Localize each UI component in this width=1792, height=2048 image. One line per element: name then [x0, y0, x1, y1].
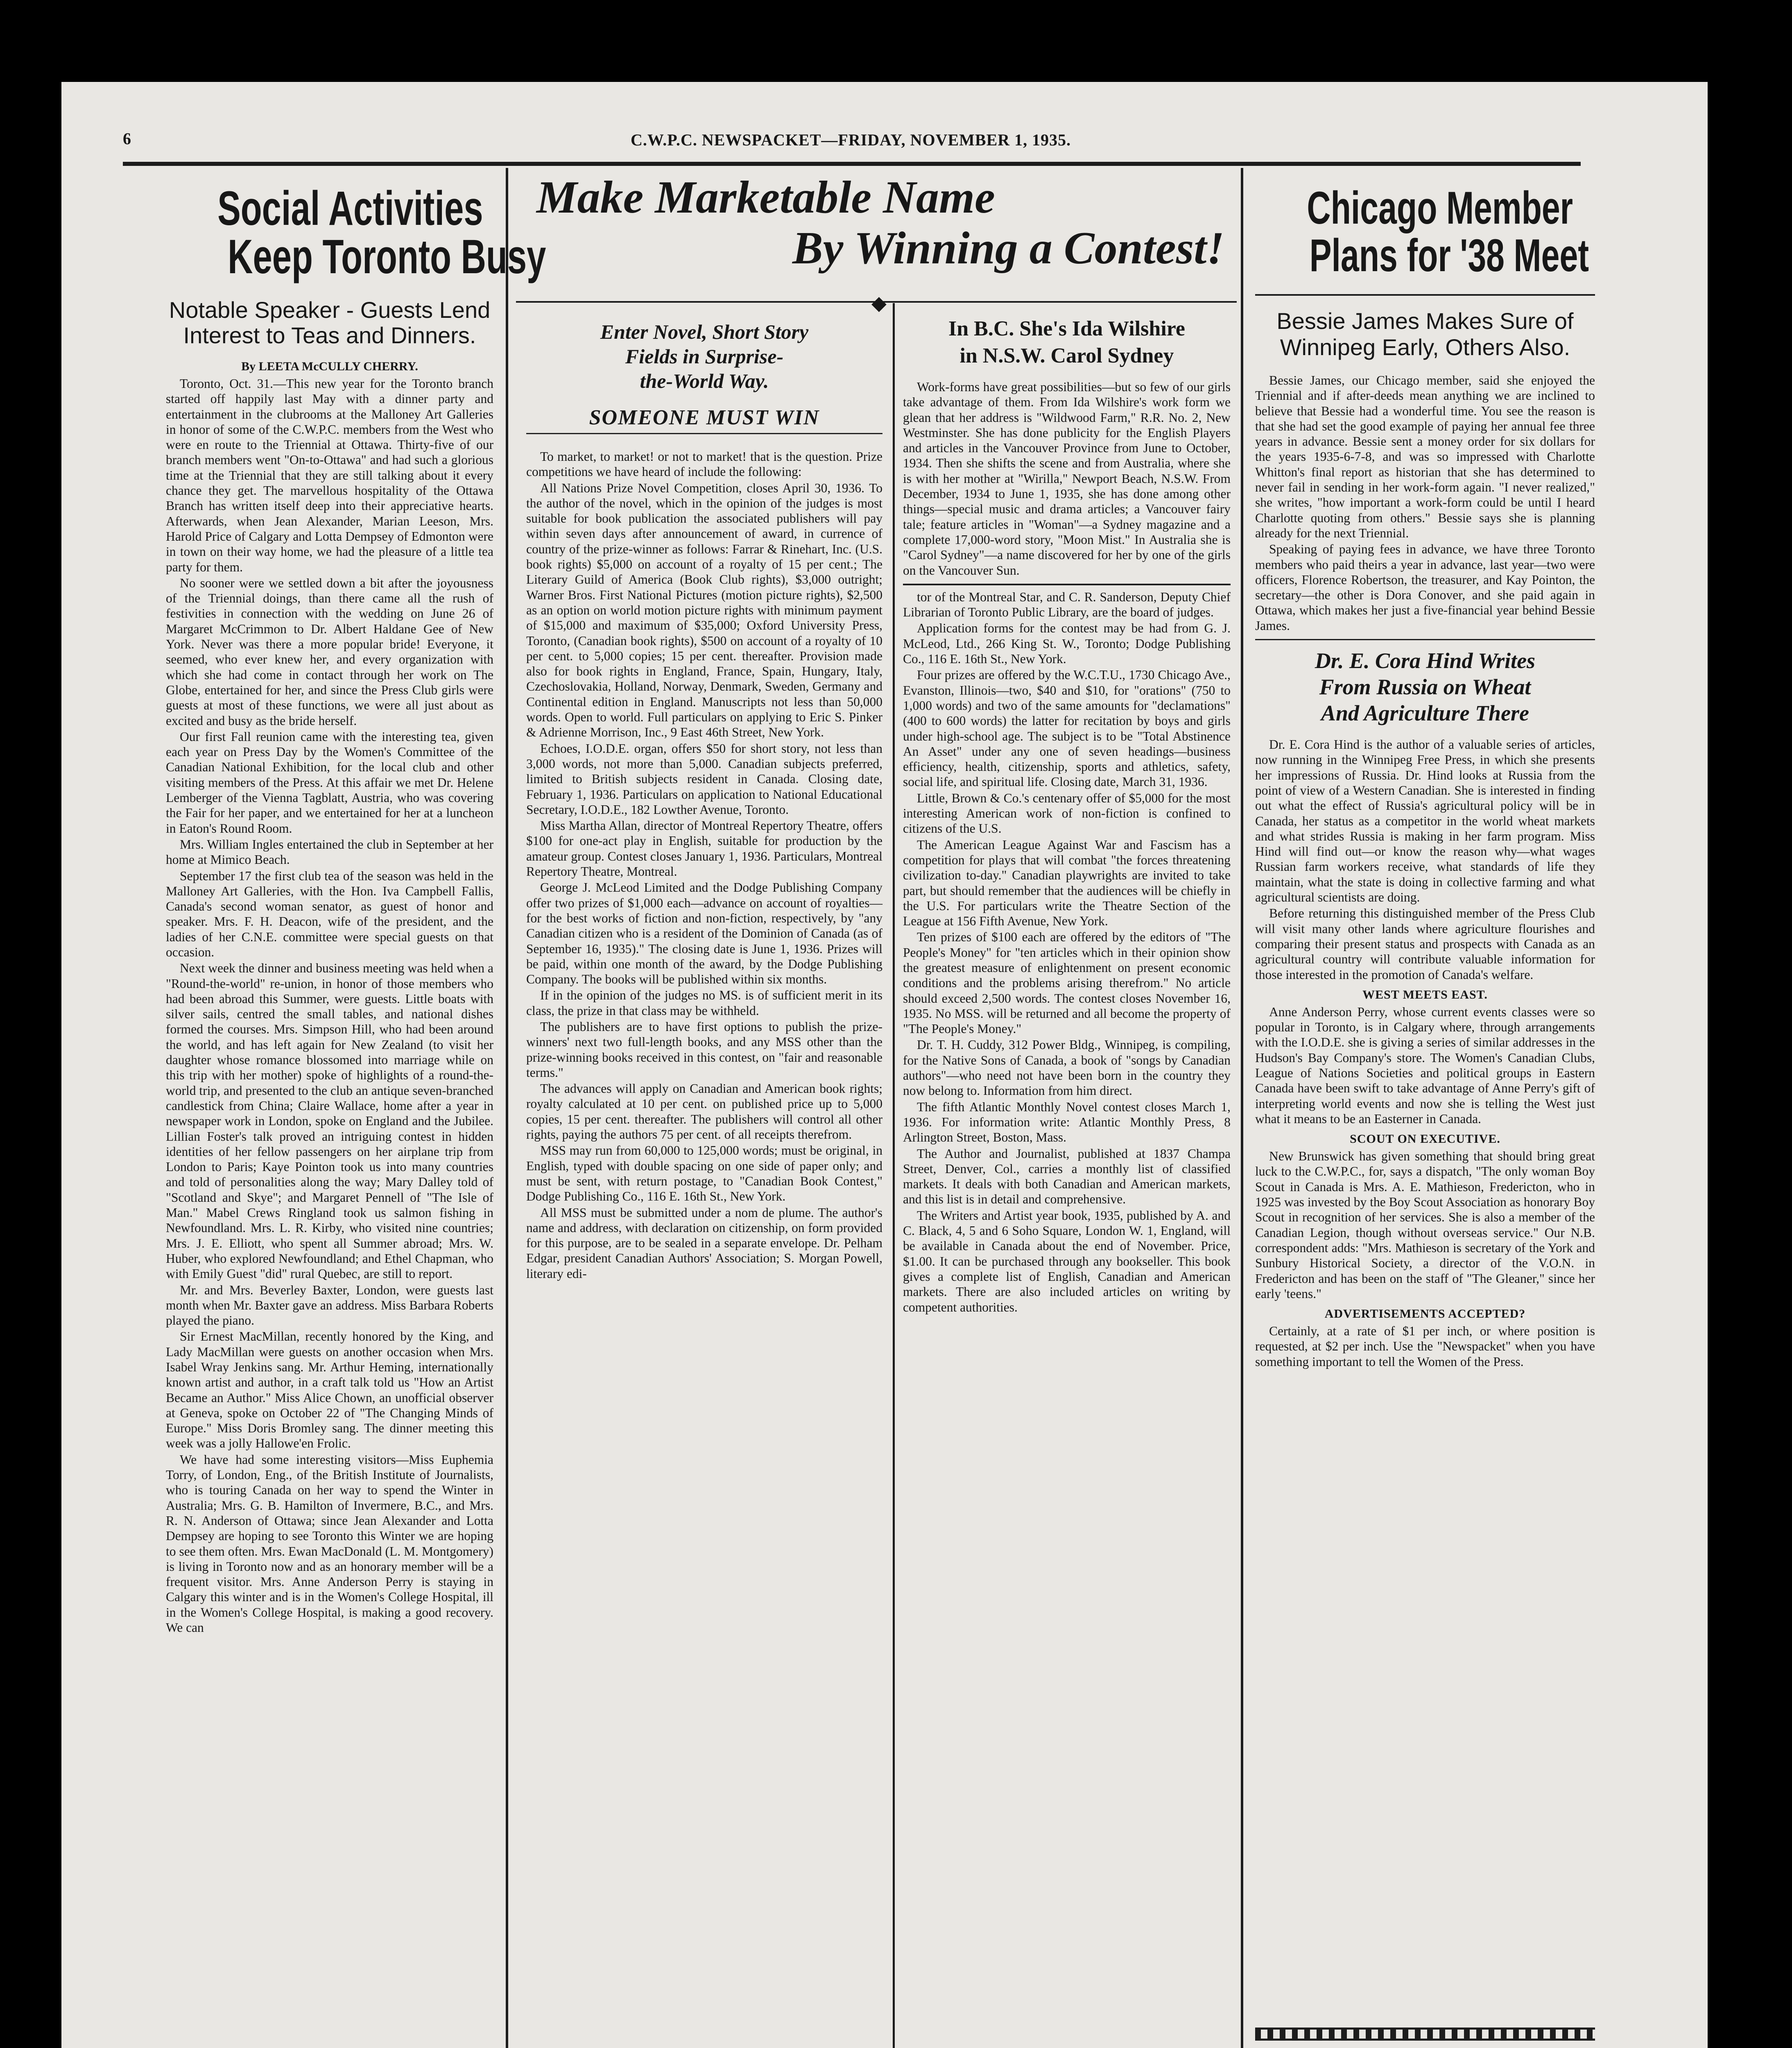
contest-continued-body: tor of the Montreal Star, and C. R. Sanderson, Deputy Chief Librarian of Toronto Public Library, are the board of judges. Application forms for the contest may be had from G. J. McLeod, Ltd., 266 King St. W., Toronto; Dodge Publishing Co., 116 E. 16th St., New York. Four prizes are offered by the W.C.T.U., 1730 Chicago Ave., Evanston, Illinois—two, $40 and $10, for "orations" (750 to 1,000 words) and two of the same amounts for "declamations" (400 to 600 words) the latter for recitation by boys and girls under high-school age. The subject is to be "Total Abstinence An Asset" under any one of seven headings—business efficiency, health, citizenship, sports and athletics, safety, social life, and spiritual life. Closing date, March 31, 1936. Little, Brown & Co.'s centenary offer of $5,000 for the most interesting American work of non-fiction is confined to citizens of the U.S. The American League Against War and Fascism has a competition for plays that will combat "the forces threatening civilization to-day." Canadian playwrights are invited to take part, but should remember that the audiences will be chiefly in the U.S. For particulars write the Theatre Section of the League at 156 Fifth Avenue, New York. Ten prizes of $100 each are offered by the editors of "The People's Money" for "ten articles which in their opinion show the greatest measure of enlightenment on present economic conditions and the problems arising therefrom." No article should exceed 2,500 words. The contest closes November 16, 1935. No MSS. will be returned and all become the property of "The People's Money." Dr. T. H. Cuddy, 312 Power Bldg., Winnipeg, is compiling, for the Native Sons of Canada, a book of "songs by Canadian authors"—who need not have been born in the country they now belong to. Information from him direct. The fifth Atlantic Monthly Novel contest closes March 1, 1936. For information write: Atlantic Monthly Press, 8 Arlington Street, Boston, Mass. The Author and Journalist, published at 1837 Champa Street, Denver, Col., carries a monthly list of classified markets. It deals with both Canadian and American markets, and this list is in detail and comprehensive. The Writers and Artist year book, 1935, published by A. and C. Black, 4, 5 and 6 Soho Square, London W. 1, England, will be available in Canada about the end of November. Price, $1.00. It can be purchased through any bookseller. This book gives a complete list of English, Canadian and American markets. There are also included articles on writing by competent authorities.: [903, 589, 1231, 1314]
diamond-ornament-icon: ◆: [871, 292, 887, 314]
article-divider: [1255, 639, 1595, 640]
column-rule-3: [1241, 168, 1243, 2048]
contest-kicker: SOMEONE MUST WIN: [526, 406, 882, 434]
contest-article: [526, 311, 882, 2048]
chicago-headline: Chicago Member Plans for '38 Meet: [1307, 182, 1589, 281]
top-rule: [123, 162, 1581, 166]
contest-headline-block: [516, 172, 1237, 303]
hind-body: Dr. E. Cora Hind is the author of a valuable series of articles, now running in the Winnipeg Free Press, in which she presents her impressions of Russia. Dr. Hind looks at Russia from the point of view of a Western Canadian. She is interested in finding out what the effect of Russia's agricultural policy will be in Canada, her status as a competitor in the world wheat markets and what strides Russia is making in her farm program. Miss Hind will find out—or know the reason why—what wages Russian farm workers receive, what standards of life they maintain, what the state is doing in collective farming and what agricultural scientists are doing. Before returning this distinguished member of the Press Club will visit many other lands where agriculture flourishes and comparing their present status and prospects with Canada as an agricultural country will contribute valuable information for those interested in the promotion of Canada's welfare.: [1255, 737, 1595, 982]
holly-border-top: [1255, 2028, 1595, 2041]
subheadline: Notable Speaker - Guests Lend Interest to Teas and Dinners.: [169, 297, 491, 348]
contest-headline: Make Marketable Name By Winning a Contest!: [536, 172, 1224, 274]
wilshire-headline: In B.C. She's Ida Wilshire in N.S.W. Carol Sydney: [948, 317, 1185, 367]
article-body: To market, to market! or not to market! that is the question. Prize competitions we have heard of include the following: All Nations Prize Novel Competition, closes April 30, 1936. To the author of the novel, which in the opinion of the judges is most suitable for book publication the associated publishers will pay within seven days after announcement of award, in currence of country of the prize-winner as follows: Farrar & Rinehart, Inc. (U.S. book rights) $5,000 on account of a royalty of 15 per cent.; The Literary Guild of America (Book Club rights), $3,000 outright; Warner Bros. First National Pictures (motion picture rights), $2,500 as an option on world motion picture rights with minimum payment of $15,000 and maximum of $35,000; Oxford University Press, Toronto, (Canadian book rights), $500 on account of a royalty of 10 per cent. to 5,000 copies; 15 per cent. thereafter. Provision made also for book rights in England, France, Spain, Hungary, Italy, Czechoslovakia, Holland, Norway, Denmark, Sweden, Germany and Continental edition in England. Manuscripts not less than 50,000 words. Open to world. Full particulars on applying to Eric S. Pinker & Adrienne Morrison, Inc., 9 East 46th Street, New York. Echoes, I.O.D.E. organ, offers $50 for short story, not less than 3,000 words, not more than 5,000. Canadian subjects preferred, limited to British subjects resident in Canada. Closing date, February 1, 1936. Particulars on application to National Educational Secretary, I.O.D.E., 182 Lowther Avenue, Toronto. Miss Martha Allan, director of Montreal Repertory Theatre, offers $100 for one-act play in English, suitable for production by the amateur group. Contest closes January 1, 1936. Particulars, Montreal Repertory Theatre, Montreal. George J. McLeod Limited and the Dodge Publishing Company offer two prizes of $1,000 each—advance on account of royalties—for the best works of fiction and non-fiction, respectively, by "any Canadian citizen who is a resident of the Dominion of Canada (as of September 16, 1935)." The closing date is June 1, 1936. Prizes will be paid, within one month of the award, by the Dodge Publishing Company. The books will be published within six months. If in the opinion of the judges no MS. is of sufficient merit in its class, the prize in that class may be withheld. The publishers are to have first options to publish the prize-winners' next two full-length books, and any MSS other than the prize-winning books received in this contest, on "fair and reasonable terms." The advances will apply on Canadian and American book rights; royalty calculated at 10 per cent. on published price up to 5,000 copies, 15 per cent. thereafter. The publishers will control all other rights, paying the authors 75 per cent. of all receipts therefrom. MSS may run from 60,000 to 125,000 words; must be original, in English, typed with double spacing on one side of paper only; and must be sent, with return postage, to "Canadian Book Contest," Dodge Publishing Co., 116 E. 16th St., New York. All MSS must be submitted under a nom de plume. The author's name and address, with declaration on citizenship, on form provided for this purpose, are to be sealed in a separate envelope. Dr. Pelham Edgar, president Canadian Authors' Association; S. Morgan Powell, literary edi-: [526, 449, 882, 1281]
chicago-member-article: Chicago Member Plans for '38 Meet Bessie James Makes Sure of Winnipeg Early, Others Also. Bessie James, our Chicago member, said she enjoyed the Triennial and if after-deeds mean anything we are inclined to believe that Bessie had a wonderful time. You see the reason is that she had set the good example of paying her annual fee three years in advance. Bessie sent a money order for six dollars for the years 1935-6-7-8, and was so impressed with Charlotte Whitton's final report as historian that she has determined to never fail in sending in her work-form again. "I never realized," she writes, "how important a work-form could be until I heard Charlotte quoting from others." Bessie says she is planning already for the next Triennial. Speaking of paying fees in advance, we have three Toronto members who paid theirs a year in advance, last year—two were officers, Florence Robertson, the treasurer, and Kay Pointon, the secretary—the other is Dora Conover, and she paid again in Ottawa, which makes her just a five-financial year behind Bessie James. Dr. E. Cora Hind Writes From Russia on Wheat And Agriculture There Dr. E. Cora Hind is the author of a valuable series of articles, now running in the Winnipeg Free Press, in which she presents her impressions of Russia. Dr. Hind looks at Russia from the point of view of a Western Canadian. She is interested in finding out what the effect of Russia's agricultural policy will be in Canada, her status as a competitor in the world wheat markets and what strides Russia is making in her farm program. Miss Hind will find out—or know the reason why—what wages Russian farm workers receive, what standards of life they maintain, what the state is doing in collective farming and what agricultural scientists are doing. Before returning this distinguished member of the Press Club will visit many other lands where agriculture flourishes and comparing their present status and prospects with Canada as an agricultural country will contribute valuable information for those interested in the promotion of Canada's welfare. WEST MEETS EAST. Anne Anderson Perry, whose current events classes were so popular in Toronto, is in Calgary where, through arrangements with the I.O.D.E. she is giving a series of similar addresses in the Hudson's Bay Company's store. The Women's Canadian Clubs, League of Nations Societies and political groups in Eastern Canada have been swift to take advantage of Anne Perry's gift of interpreting world events and now she is telling the West just what it means to be an Easterner in Canada. SCOUT ON EXECUTIVE. New Brunswick has given something that should bring great luck to the C.W.P.C., for, says a dispatch, "The only woman Boy Scout in Canada is Mrs. A. E. Mathieson, Fredericton, who in 1925 was invested by the Boy Scout Association as honorary Boy Scout in recognition of her services. She is also a member of the Canadian Legion, though without overseas service." Our N.B. correspondent adds: "Mrs. Mathieson is secretary of the York and Sunbury Historical Society, a director of the V.O.N. in Fredericton and has been on the staff of "The Gleaner," since her early 'teens." ADVERTISEMENTS ACCEPTED? Certainly, at a rate of $1 per inch, or where position is requested, at $2 per inch. Use the "Newspacket" when you have something important to tell the Women of the Press.: [1255, 182, 1595, 1369]
page-folio: C.W.P.C. NEWSPACKET—FRIDAY, NOVEMBER 1, 1935.: [631, 131, 1071, 149]
article-divider: [1255, 294, 1595, 296]
scout-heading: SCOUT ON EXECUTIVE.: [1350, 1132, 1500, 1146]
hind-headline: Dr. E. Cora Hind Writes From Russia on Wheat And Agriculture There: [1315, 648, 1536, 726]
headline: Social Activities Keep Toronto Busy: [217, 181, 546, 284]
ads-heading: ADVERTISEMENTS ACCEPTED?: [1324, 1307, 1526, 1321]
article-divider: [903, 584, 1231, 585]
article-body: Toronto, Oct. 31.—This new year for the Toronto branch started off happily last May with a dinner party and entertainment in the clubrooms at the Malloney Art Galleries in honor of some of the C.W.P.C. members from the West who were en route to the Triennial at Ottawa. Thirty-five of our branch members went "On-to-Ottawa" and had such a glorious time at the Triennial that they are still talking about it every chance they get. The marvellous hospitality of the Ottawa Branch has written itself deep into their appreciative hearts. Afterwards, when Jean Alexander, Marian Leeson, Mrs. Harold Price of Calgary and Lotta Dempsey of Edmonton were in town on their way home, we had the pleasure of a little tea party for them. No sooner were we settled down a bit after the joyousness of the Triennial doings, than there came all the rush of festivities in connection with the wedding on June 26 of Margaret McCrimmon to Dr. Albert Haldane Gee of New York. Never was there a more popular bride! Everyone, it seemed, who ever knew her, and every organization with which she had come in contact through her work on The Globe, entertained for her, and since the Press Club girls were guests at most of these functions, we were all just about as excited and busy as the bride herself. Our first Fall reunion came with the interesting tea, given each year on Press Day by the Women's Committee of the Canadian National Exhibition, for the local club and other visiting members of the Press. At this affair we met Dr. Helene Lemberger of the Vienna Tagblatt, Austria, who was covering the Fair for her paper, and we entertained for her at a luncheon in Eaton's Round Room. Mrs. William Ingles entertained the club in September at her home at Mimico Beach. September 17 the first club tea of the season was held in the Malloney Art Galleries, with the Hon. Iva Campbell Fallis, Canada's second woman senator, as guest of honor and speaker. Mrs. F. H. Deacon, wife of the president, and the ladies of her C.N.E. committee were special guests on that occasion. Next week the dinner and business meeting was held when a "Round-the-world" re-union, in honor of those members who had been abroad this Summer, were guests. Little boats with silver sails, centred the small tables, and national dishes formed the courses. Mrs. Simpson Hill, who had been around the world, and has left again for New Zealand (to visit her daughter whose romance blossomed into marriage while on this trip with her mother) spoke of highlights of a round-the-world trip, and presented to the club an antique seven-branched candlestick from China; Claire Wallace, home after a year in newspaper work in London, spoke on England and the Jubilee. Lillian Foster's talk proved an intriguing contest in hidden identities of her fellow passengers on her airplane trip from London to Paris; Kaye Pointon took us into many countries and told of personalities along the way; Mary Dalley told of "Scotland and Skye"; and Margaret Pennell of "The Isle of Man." Mabel Crews Ringland took us salmon fishing in Newfoundland. Mrs. L. R. Kirby, who visited nine countries; Mrs. J. E. Elliott, who spent all Summer abroad; Mrs. W. Huber, who explored Newfoundland; and Ethel Chapman, who with Emily Guest "did" rural Quebec, are still to report. Mr. and Mrs. Beverley Baxter, London, were guests last month when Mr. Baxter gave an address. Miss Barbara Roberts played the piano. Sir Ernest MacMillan, recently honored by the King, and Lady MacMillan were guests on another occasion when Mrs. Isabel Wray Jenkins sang. Mr. Arthur Heming, internationally known artist and author, in a craft talk told us "How an Artist Became an Author." Miss Alice Chown, an unofficial observer at Geneva, spoke on October 22 of "The Changing Minds of Europe." Miss Doris Bromley sang. The dinner meeting this week was a jolly Hallowe'en Frolic. We have had some interesting visitors—Miss Euphemia Torry, of London, Eng., of the British Institute of Journalists, who is touring Canada on her way to spend the Winter in Australia; Mrs. G. B. Hamilton of Invermere, B.C., and Mrs. R. N. Anderson of Ottawa; since Jean Alexander and Lotta Dempsey are hoping to see Toronto this Winter we are hoping to see them often. Mrs. Ewan MacDonald (L. M. Montgomery) is living in Toronto now and as an honorary member will be a frequent visitor. Mrs. Anne Anderson Perry is staying in Calgary this winter and is in the Women's College Hospital, ill in the Women's College Hospital, is making a good recovery. We can: [166, 376, 493, 1635]
christmas-greeting-box: [1255, 2015, 1595, 2048]
west-meets-east-heading: WEST MEETS EAST.: [1362, 988, 1488, 1001]
wilshire-body: Work-forms have great possibilities—but so few of our girls take advantage of them. From Ida Wilshire's work form we glean that her address is "Wildwood Farm," R.R. No. 2, New Westminster. She has done publicity for the English Players and articles in the Vancouver Province from June to October, 1934. Then she shifts the scene and from Australia, where she is with her mother at "Wirilla," Newport Beach, N.S.W. From December, 1934 to June 1, 1935, she has done among other things—special music and drama articles; a Vancouver fairy tale; feature articles in "Woman"—a Sydney magazine and a complete 17,000-word story, "Moon Mist." In Australia she is "Carol Sydney"—a name discovered for her by one of the girls on the Vancouver Sun.: [903, 380, 1231, 578]
wilshire-article: [903, 311, 1231, 2048]
column-rule-2: [893, 303, 895, 2048]
contest-deck: Enter Novel, Short Story Fields in Surprise- the-World Way.: [600, 320, 809, 392]
social-activities-article: [166, 172, 546, 2048]
chicago-subhead: Bessie James Makes Sure of Winnipeg Early, Others Also.: [1276, 308, 1574, 360]
page-number: 6: [123, 129, 131, 148]
chicago-body: Bessie James, our Chicago member, said she enjoyed the Triennial and if after-deeds mean anything we are inclined to believe that Bessie had a wonderful time. You see the reason is that she had set the good example of paying her annual fee three years in advance. Bessie sent a money order for six dollars for the years 1935-6-7-8, and was so impressed with Charlotte Whitton's final report as historian that she has determined to never fail in sending in her work-form again. "I never realized," she writes, "how important a work-form could be until I heard Charlotte quoting from others." Bessie says she is planning already for the next Triennial. Speaking of paying fees in advance, we have three Toronto members who paid theirs a year in advance, last year—two were officers, Florence Robertson, the treasurer, and Kay Pointon, the secretary—the other is Dora Conover, and she paid again in Ottawa, which makes her just a five-financial year behind Bessie James.: [1255, 373, 1595, 633]
column-rule-1: [506, 168, 508, 2048]
byline: By LEETA McCULLY CHERRY.: [241, 360, 418, 373]
